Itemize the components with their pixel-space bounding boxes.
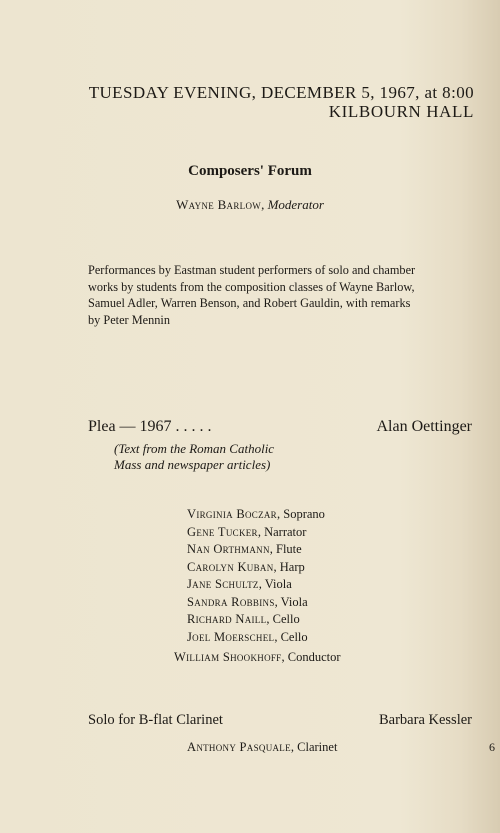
forum-title: Composers' Forum <box>188 163 312 179</box>
performer-row: Sandra Robbins, Viola <box>187 594 308 609</box>
performer-role: Narrator <box>264 524 307 539</box>
performer-row: Carolyn Kuban, Harp <box>187 559 305 574</box>
moderator-role: Moderator <box>267 197 324 212</box>
piece-composer: Alan Oettinger <box>376 418 472 435</box>
forum-description: Performances by Eastman student performers of solo and chamber works by students from the composition classes of Wayne Barlow, Samuel Adler, Warren Benson, and Robert Gauldin, with remarks by Peter Mennin <box>88 263 416 327</box>
performer-list <box>187 506 325 646</box>
piece2-performer: Anthony Pasquale, Clarinet <box>187 740 338 754</box>
performer-role: Soprano <box>283 507 325 521</box>
performer-role: Harp <box>279 559 305 574</box>
performer-name: Carolyn Kuban <box>187 559 274 574</box>
performer-row: Jane Schultz, Viola <box>187 577 292 591</box>
conductor-line: William Shookhoff, Conductor <box>174 650 341 664</box>
performer-role: Clarinet <box>297 740 338 754</box>
performer-role: Cello <box>272 612 300 626</box>
page-number: 6 <box>489 740 495 754</box>
concert-venue: KILBOURN HALL <box>328 102 474 121</box>
conductor-name: William Shookhoff <box>174 650 282 664</box>
piece-title: Plea — 1967 . . . . . <box>88 418 212 435</box>
performer-role: Viola <box>264 577 292 591</box>
piece-note <box>114 441 274 473</box>
piece2-composer: Barbara Kessler <box>379 712 472 728</box>
concert-date-time: TUESDAY EVENING, DECEMBER 5, 1967, at 8:00 <box>88 83 474 102</box>
performer-row: Richard Naill, Cello <box>187 612 300 626</box>
piece2-title: Solo for B-flat Clarinet <box>88 712 223 728</box>
piece-note-line: Mass and newspaper articles) <box>114 457 271 472</box>
performer-name: Sandra Robbins <box>187 594 275 609</box>
performer-row: Virginia Boczar, Soprano <box>187 507 325 521</box>
performer-name: Richard Naill <box>187 612 267 626</box>
performer-name: Nan Orthmann <box>187 542 270 556</box>
conductor-role: Conductor <box>287 650 341 664</box>
performer-name: Joel Moerschel <box>187 629 275 644</box>
moderator-line: Wayne Barlow, Moderator <box>176 197 324 212</box>
performer-row: Joel Moerschel, Cello <box>187 629 308 644</box>
performer-name: Virginia Boczar <box>187 507 277 521</box>
performer-name: Jane Schultz <box>187 577 259 591</box>
piece-note-line: (Text from the Roman Catholic <box>114 441 275 456</box>
performer-role: Flute <box>276 542 302 556</box>
moderator-name: Wayne Barlow <box>176 197 262 212</box>
performer-row: Nan Orthmann, Flute <box>187 542 302 556</box>
performer-role: Viola <box>280 594 308 609</box>
performer-role: Cello <box>280 629 308 644</box>
performer-name: Gene Tucker <box>187 524 258 539</box>
performer-name: Anthony Pasquale <box>187 740 291 754</box>
performer-row: Gene Tucker, Narrator <box>187 524 307 539</box>
